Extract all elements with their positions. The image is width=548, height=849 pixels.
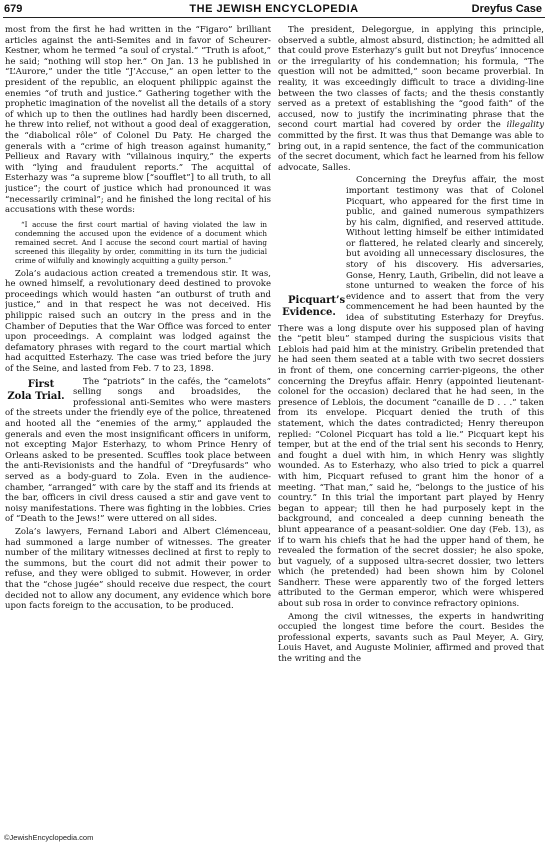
paragraph: Picquart’s Evidence. Concerning the Dreyfus affair, the most important testimony was that of Colonel Picquart, who appeared for the first time in public, and gained numerous sympathizers by his calm, dignified, and reserved attitude. Without letting himself be either intimidated or flattered, he related clearly and sincerely, but avoiding all unnecessary disclosures, the story of his discovery. His adversaries, Gonse, Henry, Lauth, Gribelin, did not leave a stone unturned to weaken the force of his evidence and to assert that from the very commencement he had been haunted by the idea of substituting Esterhazy for Dreyfus. There was a long dispute over his supposed plan of having the “petit bleu” stamped during the suspicious visits that Leblois had paid him at the ministry. Gribelin pretended that he had seen them seated at a table with two secret dossiers in front of them, one concerning carrier-pigeons, the other concerning the Dreyfus affair. Henry (appointed lieutenant-colonel for the occasion) declared that he had seen, in the presence of Leblois, the document “canaille de D . . .” taken from its envelope. Picquart denied the truth of this statement, which the dates contradicted; Henry thereupon replied: “Colonel Picquart has told a lie.” Picquart kept his temper, but at the end of the trial sent his seconds to Henry, and fought a duel with him, in which Henry was slightly wounded. As to Esterhazy, who also tried to pick a quarrel with him, Picquart refused to grant him the honor of a meeting. “That man,” said he, “belongs to the justice of his country.” In this trial the important part played by Henry began to appear; till then he had purposely kept in the background, and concealed a deep cunning beneath the blunt appearance of a peasant-soldier. One day (Feb. 13), as if to warn his chiefs that he had the upper hand of them, he revealed the formation of the secret dossier; he also spoke, but vaguely, of a supposed ultra-secret dossier, two letters which (he pretended) had been shown him by Colonel Sandherr. These were apparently two of the forged letters attributed to the German emperor, which were whispered about sub rosa in order to convince refractory opinions. — [278, 175, 544, 610]
paragraph: Among the civil witnesses, the experts in handwriting occupied the longest time before the court. Besides the professional experts, savants such as Paul Meyer, A. Giry, Louis Havet, and Auguste Molinier, affirmed and proved that the writing and the — [278, 611, 544, 665]
paragraph: The president, Delegorgue, in applying this principle, observed a subtle, almost absurd, distinction; he admitted all that could prove Esterhazy’s guilt but not Dreyfus’ innocence or the irregularity of his condemnation; his formula, “The question will not be admitted,” soon became proverbial. In reality, it was exceedingly difficult to trace a dividing-line between the two classes of facts; and the thesis constantly served as a pretext of establishing the “good faith” of the accused, now to justify the incriminating phrase that the second court martial had covered by order the illegality committed by the first. It was thus that Demange was able to bring out, in a rapid sentence, the fact of the communication of the secret document, which fact he learned from his fellow advocate, Salles. — [278, 25, 544, 173]
right-column — [278, 25, 544, 825]
running-title: THE JEWISH ENCYCLOPEDIA — [189, 3, 359, 15]
emphasis: illegality — [506, 120, 544, 131]
block-quote: “I accuse the first court martial of having violated the law in condemning the accused upon the evidence of a document which remained secret. And I accuse the second court martial of having screened this illegality by order, committing in its turn the judicial crime of wilfully and knowingly acquitting a guilty person.” — [15, 219, 267, 265]
section-title: Dreyfus Case — [471, 3, 542, 15]
left-column — [5, 25, 271, 825]
paragraph: Zola’s audacious action created a tremendous stir. It was, he owned himself, a revolutionary deed destined to provoke proceedings which would hasten “an outburst of truth and justice,” and in that respect he was not deceived. His philippic raised such an outcry in the press and in the Chamber of Deputies that the War Office was forced to enter upon proceedings. A complaint was lodged against the defamatory phrases with regard to the court martial which had acquitted Esterhazy. The case was tried before the jury of the Seine, and lasted from Feb. 7 to 23, 1898. — [5, 268, 271, 375]
side-heading-picquarts-evidence: Picquart’s Evidence. — [282, 295, 346, 319]
copyright-text: ©JewishEncyclopedia.com — [4, 833, 94, 842]
page-number: 679 — [4, 3, 23, 15]
header-rule — [3, 17, 545, 18]
paragraph: most from the first he had written in the “Figaro” brilliant articles against the anti-Semites and in favor of Scheurer-Kestner, whom he termed “a soul of crystal.” “Truth is afoot,” he said; “nothing will stop her.” On Jan. 13 he published in “L’Aurore,” under the title “J’Accuse,” an open letter to the president of the republic, an eloquent philippic against the enemies “of truth and justice.” Gathering together with the prophetic imagination of the novelist all the details of a story of which up to then the outlines had hardly been discerned, he threw into relief, not without a good deal of exaggeration, the “diabolical rôle” of Colonel Du Paty. He charged the generals with a “crime of high treason against humanity,” Pellieux and Ravary with “villainous inquiry,” the experts with “lying and fraudulent reports.” The acquittal of Esterhazy was “a supreme blow [“soufflet”] to all truth, to all justice”; the court of justice which had pronounced it was “necessarily criminal”; and he finished the long recital of his accusations with these words: — [5, 25, 271, 216]
paragraph: First Zola Trial. The “patriots” in the cafés, the “camelots” selling songs and broadsides, the professional anti-Semites who were masters of the streets under the friendly eye of the police, threatened and hooted all the “enemies of the army,” applauded the generals and even the most insignificant officers in uniform, not excepting Major Esterhazy, to whom Prince Henry of Orleans asked to be presented. Scuffles took place between the anti-Revisionists and the handful of “Dreyfusards” who served as a body-guard to Zola. Even in the audience-chamber, “arranged” with care by the staff and its friends at the bar, officers in civil dress caused a stir and gave vent to noisy manifestations. There was fighting in the lobbies. Cries of “Death to the Jews!” were uttered on all sides. — [5, 376, 271, 525]
paragraph: Zola’s lawyers, Fernand Labori and Albert Clémenceau, had summoned a large number of witnesses. The greater number of the military witnesses declined at first to reply to the summons, but the court did not admit their power to refuse, and they were obliged to submit. However, in order that the “chose jugée” should receive due respect, the court decided not to allow any document, any evidence which bore upon facts foreign to the accusation, to be produced. — [5, 526, 271, 612]
footer-link[interactable] — [4, 833, 93, 842]
side-heading-first-zola-trial: First Zola Trial. — [7, 378, 65, 402]
